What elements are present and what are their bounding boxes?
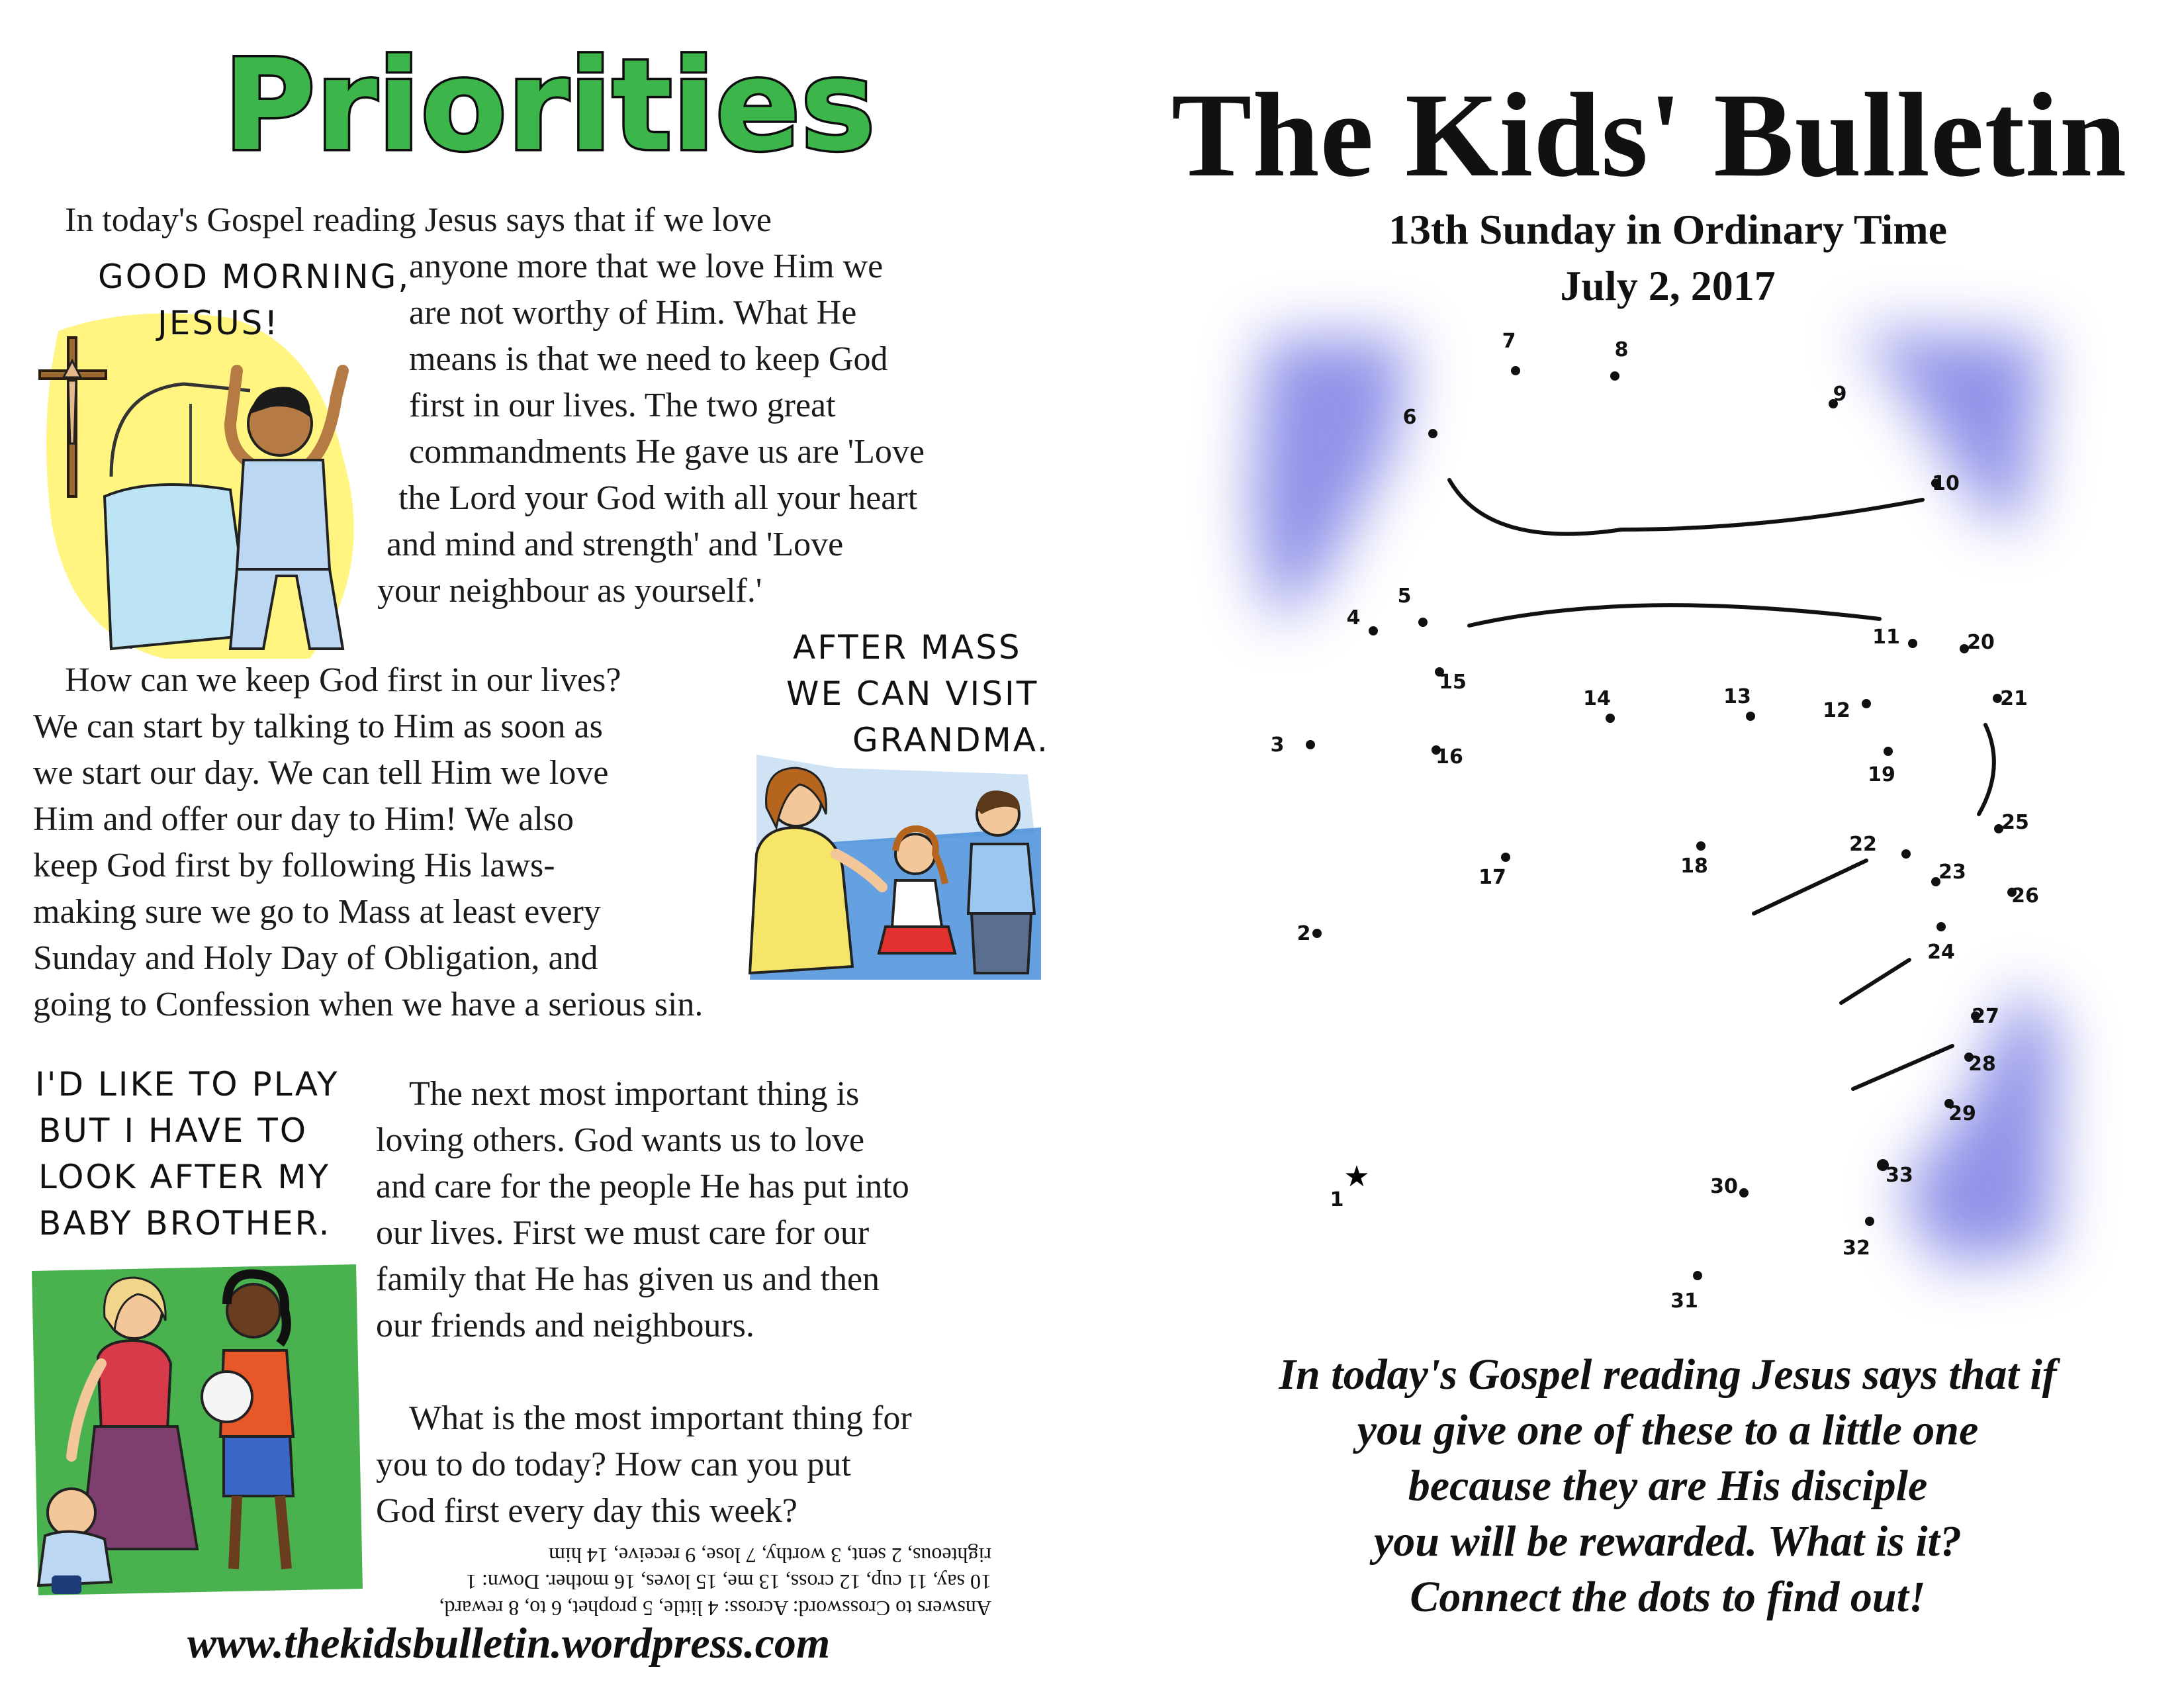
- dot-18: [1696, 841, 1706, 851]
- dot-label-16: 16: [1435, 745, 1463, 769]
- answers-line-3: righteous, 2 sent, 3 worthy, 7 lose, 9 receive, 14 him: [549, 1544, 991, 1568]
- puzzle-instructions: [1165, 1347, 2171, 1625]
- dot-label-12: 12: [1823, 699, 1850, 722]
- dot-label-31: 31: [1670, 1289, 1698, 1313]
- dot-label-8: 8: [1614, 338, 1629, 361]
- instructions-line-3: because they are His disciple: [1408, 1462, 1928, 1510]
- website-url: www.thekidsbulletin.wordpress.com: [187, 1619, 831, 1667]
- answers-line-2: 10 say, 11 cup, 12 cross, 13 me, 15 loves, 16 mother. Down: 1: [466, 1570, 991, 1594]
- paragraph-1-line-3: are not worthy of Him. What He: [409, 294, 857, 332]
- dot-2: [1312, 929, 1322, 938]
- caption-baby-brother-line-3: LOOK AFTER MY: [38, 1158, 331, 1196]
- dot-label-22: 22: [1849, 833, 1877, 856]
- dot-label-33: 33: [1886, 1164, 1913, 1187]
- crossword-answers-upside-down: [369, 1542, 991, 1622]
- caption-after-mass-line-2: WE CAN VISIT: [786, 675, 1039, 713]
- dot-label-32: 32: [1843, 1237, 1870, 1260]
- priorities-title: [223, 26, 876, 185]
- dot-4: [1369, 626, 1378, 635]
- dot-label-29: 29: [1948, 1102, 1976, 1125]
- paragraph-4-line-2: you to do today? How can you put: [376, 1446, 851, 1483]
- paragraph-2-line-1: How can we keep God first in our lives?: [65, 661, 621, 699]
- start-star-icon: ★: [1343, 1160, 1370, 1194]
- connect-the-dots-puzzle: [1224, 311, 2085, 1350]
- paragraph-1-line-8: and mind and strength' and 'Love: [387, 526, 844, 563]
- dot-label-3: 3: [1270, 733, 1285, 757]
- dot-6: [1428, 429, 1437, 438]
- instructions-line-5: Connect the dots to find out!: [1410, 1573, 1926, 1621]
- dot-5: [1418, 618, 1428, 627]
- paragraph-3-line-2: loving others. God wants us to love: [376, 1121, 865, 1159]
- paragraph-2-line-3: we start our day. We can tell Him we love: [33, 754, 609, 792]
- dot-24: [1936, 922, 1946, 931]
- paragraph-3-line-1: The next most important thing is: [409, 1075, 860, 1113]
- dot-label-1: 1: [1330, 1188, 1344, 1211]
- paragraph-1-line-7: the Lord your God with all your heart: [398, 479, 918, 517]
- paragraph-3-line-4: our lives. First we must care for our: [376, 1214, 870, 1252]
- dot-label-26: 26: [2011, 884, 2039, 908]
- dot-label-21: 21: [2000, 687, 2028, 710]
- dot-label-25: 25: [2001, 811, 2029, 834]
- paragraph-1-line-4: means is that we need to keep God: [409, 340, 888, 378]
- paragraph-1-line-1: In today's Gospel reading Jesus says that if we love: [65, 201, 772, 239]
- priorities-title-text: Priorities: [223, 32, 876, 179]
- dot-14: [1606, 714, 1615, 723]
- dot-19: [1884, 747, 1893, 756]
- dot-label-28: 28: [1968, 1053, 1996, 1076]
- dot-label-30: 30: [1710, 1175, 1738, 1198]
- paragraph-1-line-9: your neighbour as yourself.': [377, 572, 762, 610]
- caption-after-mass-line-1: AFTER MASS: [793, 628, 1022, 667]
- paragraph-4-line-1: What is the most important thing for: [409, 1399, 912, 1437]
- dot-32: [1865, 1217, 1874, 1226]
- dot-13: [1746, 712, 1755, 721]
- dot-label-24: 24: [1927, 941, 1955, 964]
- date: July 2, 2017: [1560, 262, 1776, 309]
- dot-12: [1862, 699, 1871, 708]
- caption-good-morning-line-1: GOOD MORNING,: [98, 258, 411, 296]
- cloud-shading: [1251, 331, 2058, 1264]
- baby-brother-illustration: [25, 1258, 369, 1602]
- dot-3: [1306, 740, 1315, 749]
- dot-11: [1908, 639, 1917, 648]
- dot-label-19: 19: [1868, 763, 1895, 786]
- dot-17: [1501, 853, 1510, 862]
- paragraph-2-line-8: going to Confession when we have a serious sin.: [33, 986, 704, 1023]
- dot-label-17: 17: [1479, 866, 1506, 889]
- dot-label-6: 6: [1402, 406, 1417, 429]
- paragraph-2-line-5: keep God first by following His laws-: [33, 847, 555, 884]
- paragraph-1-line-2: anyone more that we love Him we: [409, 248, 884, 285]
- dot-label-18: 18: [1680, 855, 1708, 878]
- caption-good-morning-line-2: JESUS!: [158, 304, 280, 342]
- paragraph-2-line-6: making sure we go to Mass at least every: [33, 893, 601, 931]
- paragraph-1-line-5: first in our lives. The two great: [409, 387, 836, 424]
- caption-baby-brother-line-4: BABY BROTHER.: [38, 1204, 332, 1243]
- dot-22: [1901, 849, 1911, 859]
- instructions-line-2: you give one of these to a little one: [1357, 1406, 1979, 1454]
- caption-baby-brother-line-1: I'D LIKE TO PLAY: [35, 1065, 340, 1103]
- dot-30: [1739, 1188, 1749, 1197]
- paragraph-4-line-3: God first every day this week?: [376, 1492, 797, 1530]
- paragraph-3-line-6: our friends and neighbours.: [376, 1307, 754, 1344]
- dot-label-7: 7: [1502, 330, 1516, 353]
- dot-label-5: 5: [1397, 585, 1412, 608]
- dot-7: [1511, 366, 1520, 375]
- dot-label-2: 2: [1297, 922, 1311, 945]
- paragraph-2-line-2: We can start by talking to Him as soon as: [33, 708, 603, 745]
- paragraph-3-line-3: and care for the people He has put into: [376, 1168, 909, 1205]
- answers-line-1: Answers to Crossword: Across: 4 little, 5 prophet, 6 to, 8 reward,: [439, 1597, 991, 1620]
- dot-8: [1610, 371, 1619, 381]
- dot-label-15: 15: [1439, 671, 1467, 694]
- instructions-line-4: you will be rewarded. What is it?: [1373, 1517, 1962, 1566]
- boy-waking-illustration: [32, 291, 389, 662]
- paragraph-3-line-5: family that He has given us and then: [376, 1260, 880, 1298]
- dot-label-20: 20: [1967, 631, 1995, 654]
- paragraph-2-line-7: Sunday and Holy Day of Obligation, and: [33, 939, 598, 977]
- caption-baby-brother-line-2: BUT I HAVE TO: [38, 1111, 308, 1150]
- dot-label-14: 14: [1583, 687, 1611, 710]
- paragraph-2-line-4: Him and offer our day to Him! We also: [33, 800, 574, 838]
- dot-label-4: 4: [1346, 606, 1361, 630]
- dot-31: [1693, 1271, 1702, 1280]
- dot-label-13: 13: [1723, 685, 1751, 708]
- dot-label-27: 27: [1972, 1005, 1999, 1028]
- dot-label-23: 23: [1938, 861, 1966, 884]
- dot-label-10: 10: [1932, 472, 1960, 495]
- dot-label-9: 9: [1833, 383, 1847, 406]
- dot-label-11: 11: [1872, 626, 1900, 649]
- paragraph-1-line-6: commandments He gave us are 'Love: [409, 433, 925, 471]
- mother-children-illustration: [737, 715, 1048, 980]
- caption-after-mass-line-3: GRANDMA.: [852, 721, 1050, 759]
- subtitle: 13th Sunday in Ordinary Time: [1388, 206, 1948, 253]
- instructions-line-1: In today's Gospel reading Jesus says that if: [1279, 1350, 2057, 1399]
- bulletin-title: The Kids' Bulletin: [1171, 69, 2128, 202]
